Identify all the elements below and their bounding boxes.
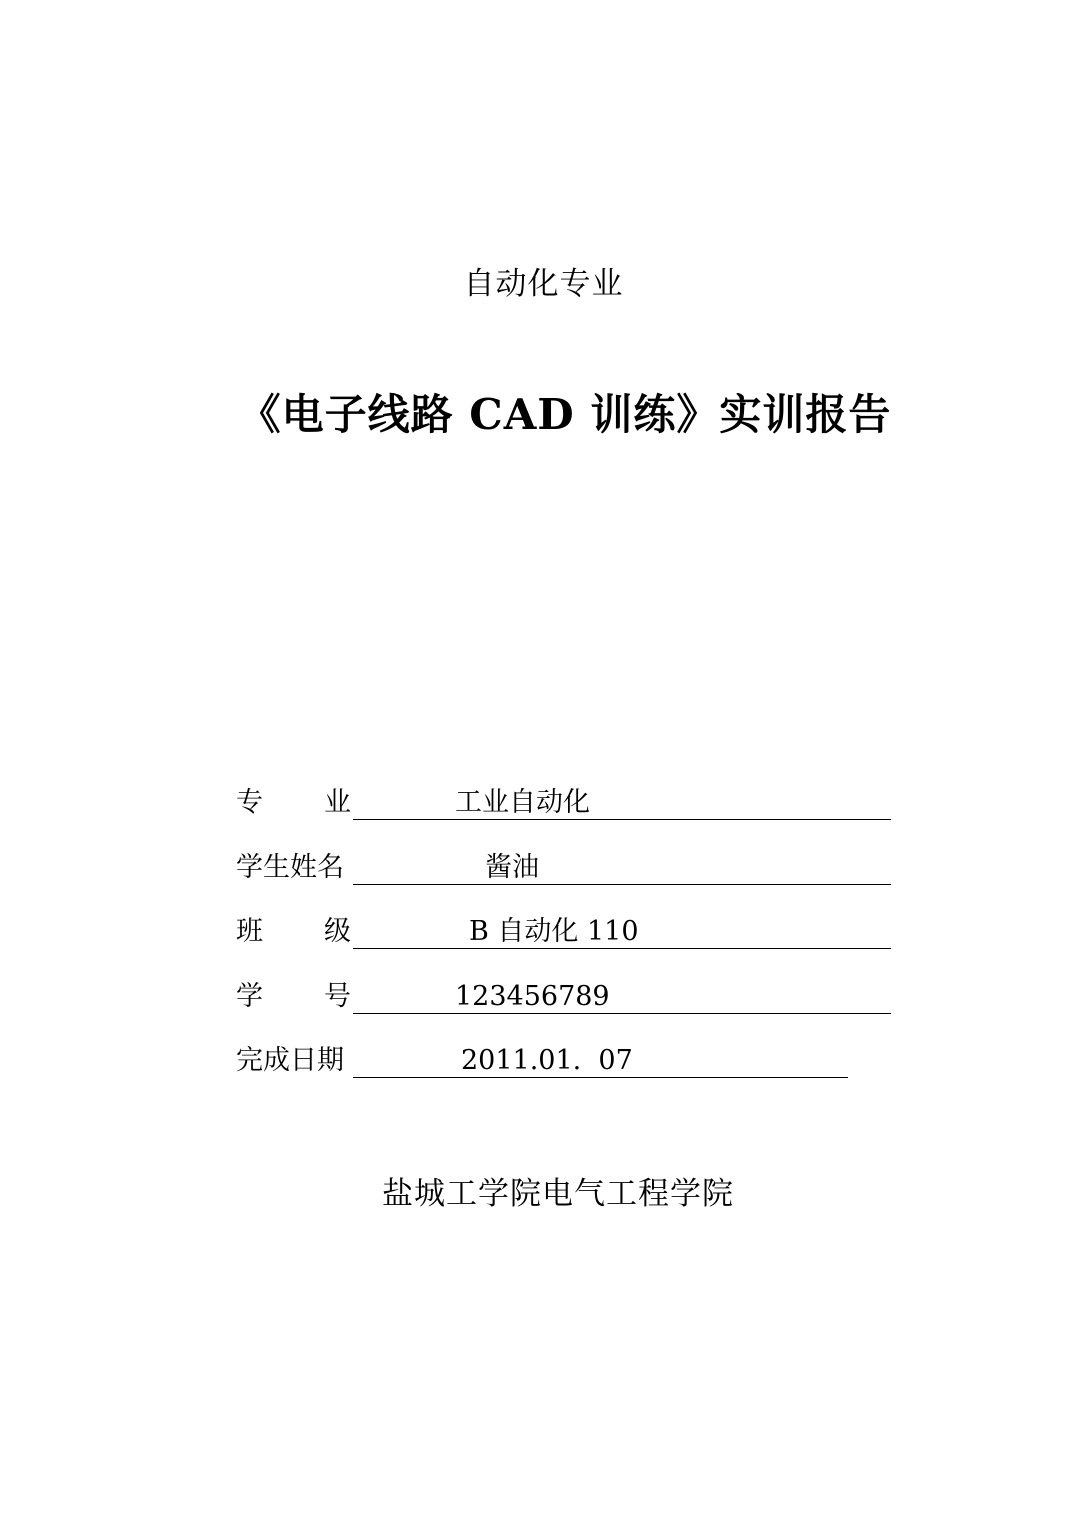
field-completion-date [236,1043,856,1079]
field-major-value: 工业自动化 [455,787,590,818]
field-class-label-char-1: 班 [236,916,263,947]
field-major-label-char-2: 业 [324,787,351,818]
field-student-id-value: 123456789 [455,981,610,1012]
field-major-label-char-1: 专 [236,787,263,818]
field-student-id-underline [353,979,891,1014]
field-student-id-label-char-2: 号 [324,981,351,1012]
field-student-name-value: 酱油 [485,852,539,883]
cover-title: 《电子线路 CAD 训练》实训报告 [238,390,892,439]
field-major [236,785,896,821]
field-class-value: B 自动化 110 [469,916,639,947]
field-completion-date-value: 2011.01. 07 [461,1045,633,1076]
field-class-label-char-2: 级 [324,916,351,947]
field-student-name [236,850,896,886]
field-student-id [236,979,896,1015]
field-completion-date-label: 完成日期 [236,1045,344,1076]
field-student-id-label-char-1: 学 [236,981,263,1012]
field-major-underline [353,785,891,820]
field-student-name-underline [353,850,891,885]
cover-subtitle: 自动化专业 [463,266,624,302]
field-class [236,914,896,950]
cover-footer-institution: 盐城工学院电气工程学院 [382,1176,734,1212]
field-student-name-label: 学生姓名 [236,852,344,883]
